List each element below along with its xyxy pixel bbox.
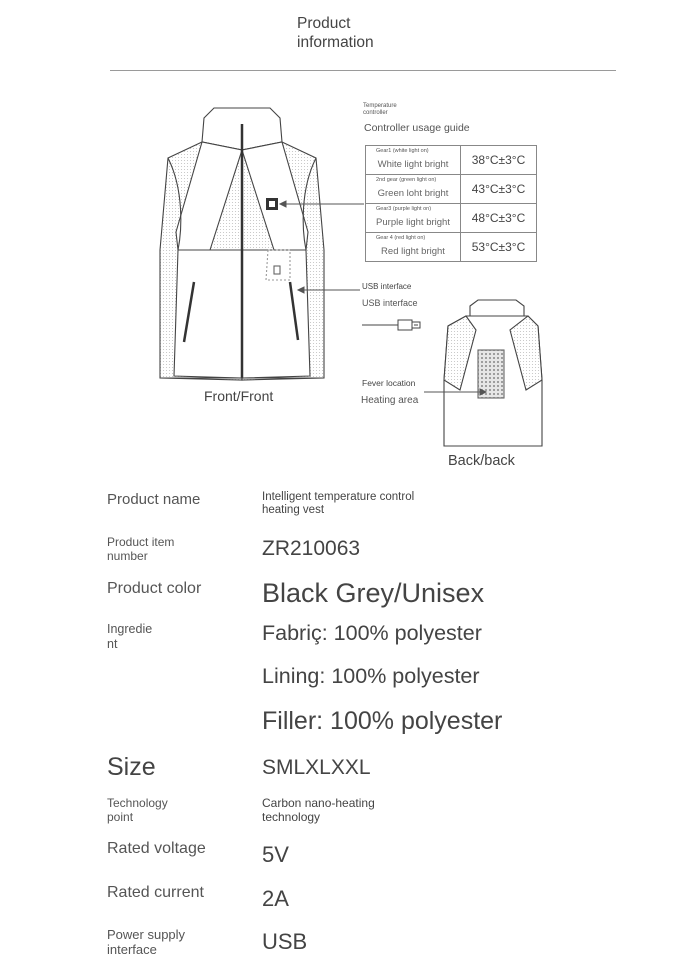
- front-caption: Front/Front: [204, 388, 274, 404]
- size-value: SMLXLXXL: [262, 756, 371, 779]
- fabric-value: Fabriç: 100% polyester: [262, 621, 482, 645]
- gear-label: Red light bright: [381, 246, 445, 257]
- controller-guide-title: Controller usage guide: [364, 122, 470, 134]
- fever-location-label: Fever location: [362, 378, 416, 388]
- gear-temp: 53°C±3°C: [461, 233, 537, 262]
- back-vest: [444, 300, 542, 446]
- rated-voltage-label: Rated voltage: [107, 840, 206, 857]
- power-supply-value: USB: [262, 929, 308, 954]
- gear-tag: 2nd gear (green light on): [376, 177, 437, 183]
- usb-label-2: USB interface: [362, 298, 418, 308]
- rated-current-value: 2A: [262, 886, 289, 911]
- product-name-label: Product name: [107, 491, 201, 508]
- item-number-value: ZR210063: [262, 537, 361, 560]
- gear-row: [366, 146, 537, 175]
- item-number-label: Product item number: [107, 535, 175, 563]
- gear-temp: 38°C±3°C: [461, 146, 537, 175]
- usb-label-1: USB interface: [362, 282, 412, 291]
- heating-area-label: Heating area: [361, 395, 419, 406]
- vest-illustration: [0, 0, 692, 480]
- ingredient-label: Ingredie nt: [107, 622, 153, 651]
- product-diagram: [0, 0, 692, 480]
- usb-plug: [362, 320, 420, 330]
- gear-row: [366, 233, 537, 262]
- back-caption: Back/back: [448, 453, 515, 469]
- gear-tag: Gear 4 (red light on): [376, 235, 426, 241]
- filler-value: Filler: 100% polyester: [262, 707, 503, 735]
- gear-label: White light bright: [377, 159, 449, 170]
- gear-tag: Gear1 (white light on): [376, 148, 429, 154]
- front-vest: [160, 108, 324, 380]
- technology-value: Carbon nano-heating technology: [262, 796, 375, 824]
- size-label: Size: [107, 753, 156, 781]
- gear-label: Green loht bright: [377, 188, 449, 199]
- controller-label: Temperature controller: [363, 103, 397, 116]
- gear-table: [365, 145, 537, 262]
- product-name-value: Intelligent temperature control heating vest: [262, 491, 415, 516]
- power-supply-label: Power supply interface: [107, 927, 186, 957]
- lining-value: Lining: 100% polyester: [262, 664, 480, 688]
- gear-row: [366, 175, 537, 204]
- technology-label: Technology point: [107, 796, 168, 824]
- page-title: Product information: [297, 15, 374, 51]
- rated-current-label: Rated current: [107, 884, 204, 901]
- gear-row: [366, 204, 537, 233]
- product-color-value: Black Grey/Unisex: [262, 578, 485, 608]
- gear-temp: 48°C±3°C: [461, 204, 537, 233]
- gear-tag: Gear3 (purple light on): [376, 206, 432, 212]
- rated-voltage-value: 5V: [262, 842, 289, 867]
- product-color-label: Product color: [107, 580, 202, 597]
- gear-temp: 43°C±3°C: [461, 175, 537, 204]
- gear-label: Purple light bright: [376, 217, 450, 228]
